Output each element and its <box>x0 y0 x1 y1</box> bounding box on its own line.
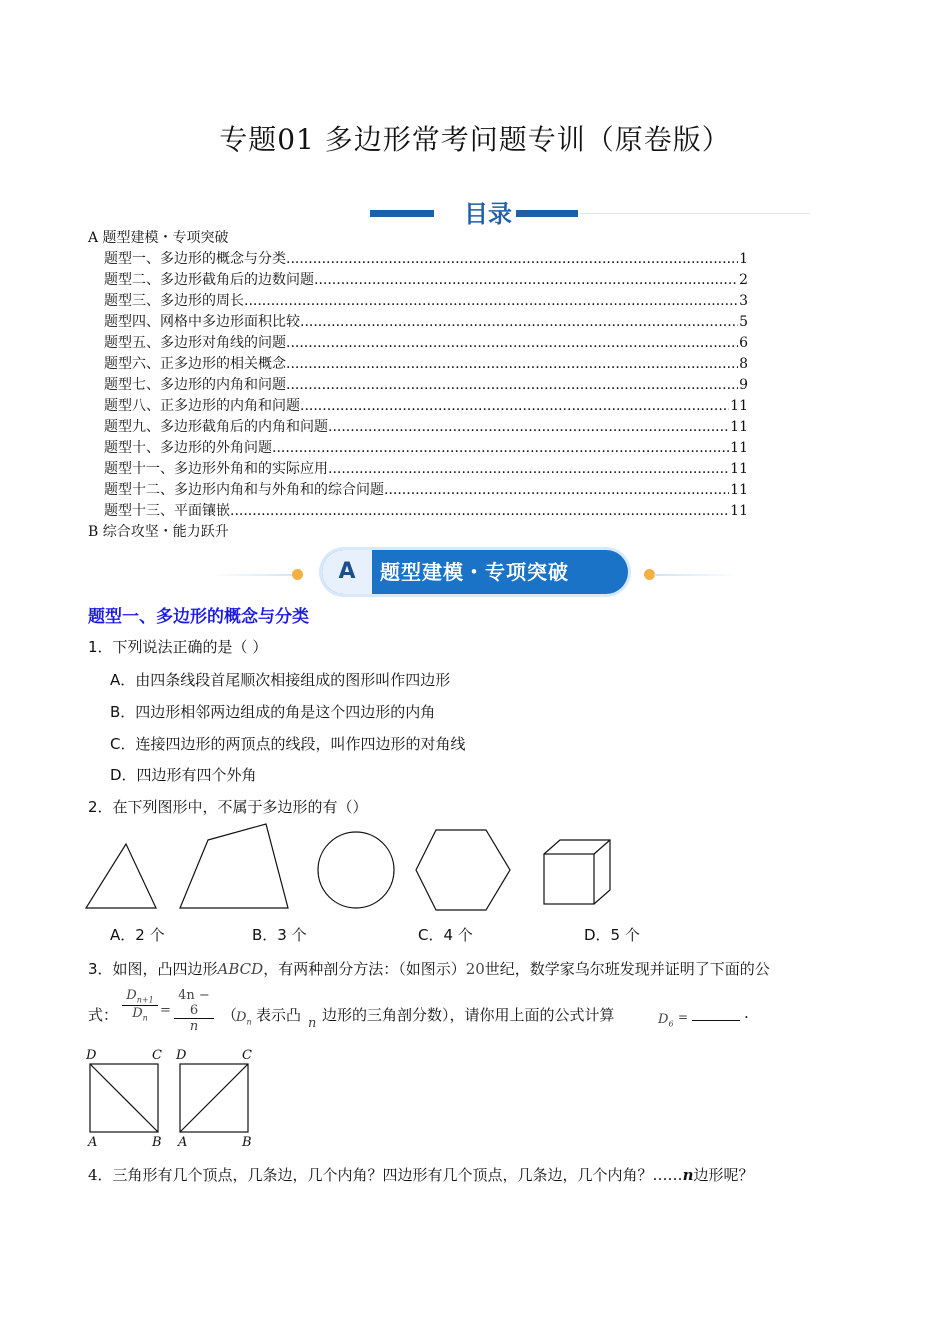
toc-item-label: 题型七、多边形的内角和问题 <box>104 377 286 393</box>
toc-section-b[interactable]: B 综合攻坚・能力跃升 <box>88 524 229 540</box>
q1-option-d: D．四边形有四个外角 <box>110 766 257 784</box>
banner-line-right <box>654 574 740 576</box>
q1-option-a: A．由四条线段首尾顺次相接组成的图形叫作四边形 <box>110 671 451 689</box>
toc-item[interactable] <box>88 417 748 438</box>
toc-item-page: 3 <box>739 293 748 309</box>
q4-n: n <box>682 1166 694 1184</box>
q3-text-1: 3．如图，凸四边形 <box>88 960 218 978</box>
toc-item-label: 题型十三、平面镶嵌 <box>104 503 230 519</box>
section-heading: 题型一、多边形的概念与分类 <box>88 607 309 627</box>
toc-leader-dots <box>272 438 729 459</box>
q3-n: n <box>308 1016 317 1031</box>
quadrilateral-shape <box>180 824 288 908</box>
cube-shape <box>544 840 610 904</box>
q4-stem <box>88 1164 753 1185</box>
q2-stem: 2．在下列图形中，不属于多边形的有（） <box>88 798 368 816</box>
toc-item[interactable] <box>88 480 748 501</box>
q3-text-3: 世纪，数学家乌尔班发现并证明了下面的公 <box>484 960 770 978</box>
hexagon-shape <box>416 830 510 910</box>
q2-option-a: A．2 个 <box>110 926 165 944</box>
triangle-shape <box>86 844 156 908</box>
toc-item-page: 11 <box>730 482 748 498</box>
toc-item-page: 11 <box>730 419 748 435</box>
toc-item-page: 1 <box>739 251 748 267</box>
label-b-left: B <box>152 1135 162 1150</box>
frac2 <box>174 988 214 1034</box>
toc-item-label: 题型六、正多边形的相关概念 <box>104 356 286 372</box>
q3-dn <box>236 1010 252 1027</box>
toc-leader-dots <box>300 312 738 333</box>
banner-dot-left <box>292 569 303 580</box>
toc-leader-dots <box>230 501 729 522</box>
toc-item-page: 8 <box>739 356 748 372</box>
label-a-left: A <box>88 1135 98 1150</box>
banner-letter: A <box>322 550 372 594</box>
q2-option-c: C．4 个 <box>418 926 473 944</box>
toc-item-label: 题型十二、多边形内角和与外角和的综合问题 <box>104 482 384 498</box>
q3-abcd: ABCD <box>217 960 264 978</box>
toc-item-label: 题型九、多边形截角后的内角和问题 <box>104 419 328 435</box>
toc-item-label: 题型八、正多边形的内角和问题 <box>104 398 300 414</box>
frac1-den: D <box>132 1005 143 1021</box>
toc-item-page: 11 <box>730 503 748 519</box>
toc-leader-dots <box>314 270 738 291</box>
q3-text-5: （ <box>222 1006 238 1024</box>
toc-bar-left <box>370 210 434 217</box>
diagonal-right <box>180 1064 248 1132</box>
q3-figure <box>84 1046 264 1150</box>
q3-answer-blank[interactable] <box>692 1006 740 1021</box>
frac1-num: D <box>126 988 137 1003</box>
q1-stem: 1．下列说法正确的是（ ） <box>88 638 268 656</box>
toc-item-page: 5 <box>739 314 748 330</box>
toc-section-a[interactable]: A 题型建模・专项突破 <box>88 230 229 246</box>
frac1-num-sub: n+1 <box>136 995 154 1005</box>
toc-leader-dots <box>286 375 738 396</box>
toc-item[interactable] <box>88 333 748 354</box>
toc-leader-dots <box>328 417 729 438</box>
q3-d6-equals: = <box>678 1010 689 1024</box>
toc-item-page: 6 <box>739 335 748 351</box>
q3-dn-sub: n <box>246 1017 252 1027</box>
circle-shape <box>318 832 394 908</box>
toc-leader-dots <box>286 249 738 270</box>
toc-header <box>370 196 810 230</box>
q3-text-4: 式： <box>88 1006 119 1024</box>
toc-item-label: 题型十、多边形的外角问题 <box>104 440 272 456</box>
q4-tail: 边形呢？ <box>693 1166 754 1184</box>
toc-leader-dots <box>286 333 738 354</box>
page-title: 专题01 多边形常考问题专训（原卷版） <box>219 123 731 156</box>
q3-d6-sub: 6 <box>668 1019 674 1029</box>
section-banner <box>210 548 740 598</box>
toc-item[interactable] <box>88 396 748 417</box>
q3-dn-letter: D <box>236 1010 247 1025</box>
q3-text-2: ，有两种剖分方法：（如图示） <box>263 960 466 978</box>
frac-equals: = <box>160 1003 171 1018</box>
toc-item-page: 9 <box>739 377 748 393</box>
q1-option-c: C．连接四边形的两顶点的线段，叫作四边形的对角线 <box>110 735 466 753</box>
banner-line-left <box>210 574 300 576</box>
q3-text-6: 表示凸 <box>256 1006 302 1024</box>
frac2-num: 4n − 6 <box>174 988 214 1019</box>
banner-text: 题型建模・专项突破 <box>380 560 569 584</box>
toc-item-label: 题型二、多边形截角后的边数问题 <box>104 272 314 288</box>
q3-line2 <box>88 988 788 1034</box>
toc-item-label: 题型四、网格中多边形面积比较 <box>104 314 300 330</box>
q3-d6-letter: D <box>658 1012 669 1027</box>
toc-item[interactable] <box>88 291 748 312</box>
diagonal-left <box>90 1064 158 1132</box>
toc-bar-right <box>516 210 578 217</box>
toc-item-label: 题型一、多边形的概念与分类 <box>104 251 286 267</box>
toc-item-page: 11 <box>730 440 748 456</box>
toc-leader-dots <box>328 459 729 480</box>
label-d-right: D <box>176 1048 187 1063</box>
q1-option-b: B．四边形相邻两边组成的角是这个四边形的内角 <box>110 703 436 721</box>
frac1-den-sub: n <box>142 1013 148 1023</box>
toc-divider <box>580 213 810 214</box>
toc-item[interactable] <box>88 270 748 291</box>
q4-text: 4．三角形有几个顶点，几条边，几个内角？四边形有几个顶点，几条边，几个内角？…… <box>88 1166 683 1184</box>
label-d-left: D <box>86 1048 97 1063</box>
toc-item-label: 题型三、多边形的周长 <box>104 293 244 309</box>
q2-option-b: B．3 个 <box>252 926 307 944</box>
frac1 <box>122 988 158 1022</box>
label-c-left: C <box>152 1048 162 1063</box>
toc-item[interactable] <box>88 501 748 522</box>
label-b-right: B <box>242 1135 252 1150</box>
toc-leader-dots <box>384 480 729 501</box>
toc-item-page: 11 <box>730 398 748 414</box>
q3-line1 <box>88 958 770 979</box>
toc-item[interactable] <box>88 249 748 270</box>
toc-item[interactable] <box>88 438 748 459</box>
toc-item[interactable] <box>88 354 748 375</box>
q3-num20: 20 <box>465 960 485 978</box>
toc-item-label: 题型十一、多边形外角和的实际应用 <box>104 461 328 477</box>
q3-d6 <box>658 1012 674 1029</box>
table-of-contents <box>88 228 748 543</box>
toc-item[interactable] <box>88 312 748 333</box>
label-a-right: A <box>178 1135 188 1150</box>
toc-item-label: 题型五、多边形对角线的问题 <box>104 335 286 351</box>
toc-item[interactable] <box>88 459 748 480</box>
frac2-den: n <box>189 1019 199 1034</box>
toc-item-page: 2 <box>739 272 748 288</box>
toc-title: 目录 <box>464 200 512 228</box>
q3-text-7: 边形的三角剖分数），请你用上面的公式计算 <box>322 1006 615 1024</box>
q3-period: . <box>744 1004 749 1022</box>
q2-shapes-figure <box>80 820 640 916</box>
label-c-right: C <box>242 1048 252 1063</box>
toc-item[interactable] <box>88 375 748 396</box>
toc-leader-dots <box>244 291 738 312</box>
toc-leader-dots <box>286 354 738 375</box>
toc-item-page: 11 <box>730 461 748 477</box>
q2-option-d: D．5 个 <box>584 926 640 944</box>
toc-leader-dots <box>300 396 729 417</box>
